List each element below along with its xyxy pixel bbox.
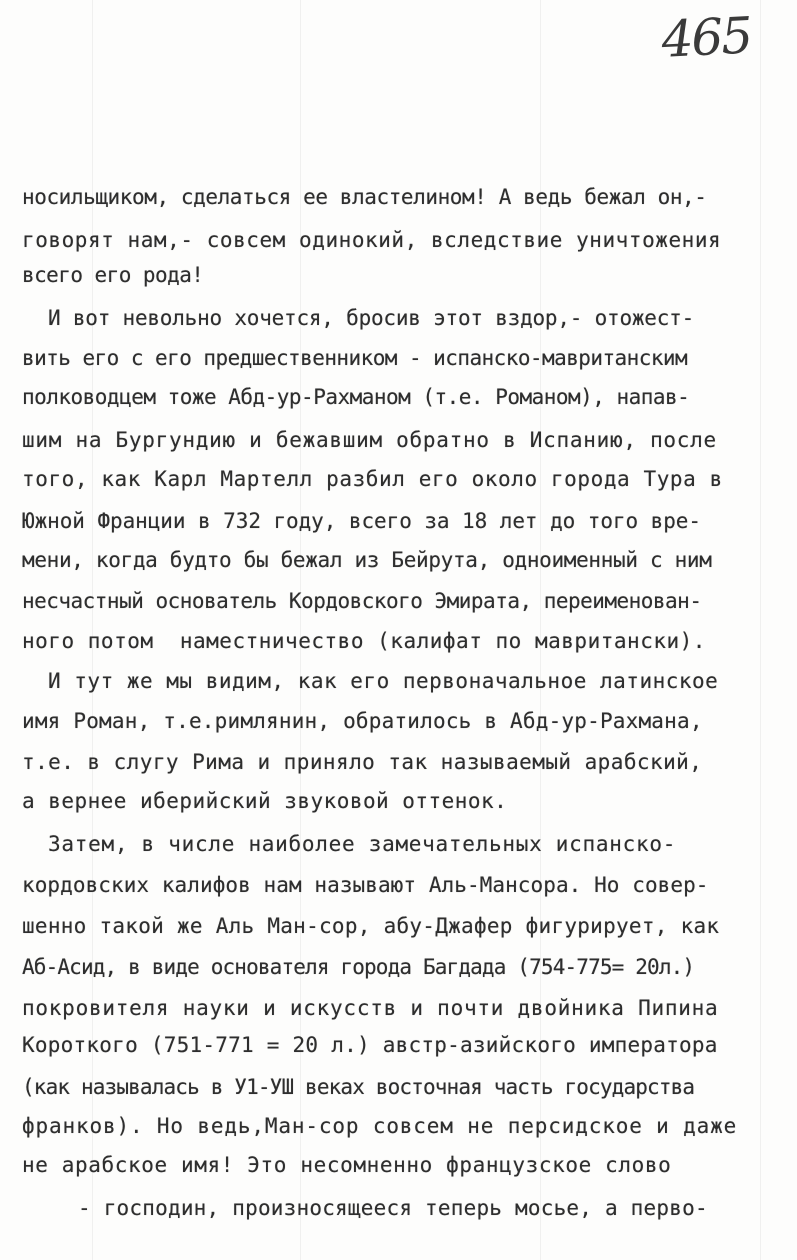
text-line: Затем, в числе наиболее замечательных испанско-	[48, 832, 677, 856]
text-line: говорят нам,- совсем одинокий, вследствие уничтожения	[22, 228, 722, 252]
text-line: полководцем тоже Абд-ур-Рахманом (т.е. Романом), напав-	[22, 385, 690, 409]
text-line: кордовских калифов нам называют Аль-Мансора. Но совер-	[22, 873, 709, 897]
text-line: мени, когда будто бы бежал из Бейрута, одноименный с ним	[22, 548, 712, 572]
text-line: т.е. в слугу Рима и приняло так называемый арабский,	[22, 750, 703, 774]
text-line: покровителя науки и искусств и почти двойника Пипина	[22, 996, 719, 1020]
text-line: вить его с его предшественником - испанско-мавританским	[22, 346, 688, 370]
text-line: И вот невольно хочется, бросив этот вздор,- отожест-	[48, 306, 695, 330]
text-line: (как называлась в У1-УШ веках восточная часть государства	[22, 1075, 695, 1099]
paper-fold-line	[760, 0, 761, 1260]
text-line: франков). Но ведь,Ман-сор совсем не персидское и даже	[22, 1114, 738, 1138]
text-line: а вернее иберийский звуковой оттенок.	[22, 789, 508, 813]
text-line: не арабское имя! Это несомненно французское слово	[22, 1153, 672, 1177]
text-line: носильщиком, сделаться ее властелином! А ведь бежал он,-	[22, 185, 707, 209]
text-line: Южной Франции в 732 году, всего за 18 лет до того вре-	[22, 509, 701, 533]
text-line: Аб-Асид, в виде основателя города Багдада (754-775= 20л.)	[22, 955, 695, 979]
text-line: шенно такой же Аль Ман-сор, абу-Джафер фигурирует, как	[22, 914, 720, 938]
text-line: всего его рода!	[22, 263, 204, 287]
text-line: имя Роман, т.е.римлянин, обратилось в Абд-ур-Рахмана,	[22, 709, 703, 733]
text-line: шим на Бургундию и бежавшим обратно в Испанию, после	[22, 428, 717, 452]
page-number: 465	[660, 6, 753, 69]
text-line: Короткого (751-771 = 20 л.) австр-азийского императора	[22, 1033, 718, 1057]
text-line: И тут же мы видим, как его первоначальное латинское	[48, 669, 719, 693]
text-line: - господин, произносящееся теперь мосье, а перво-	[78, 1196, 708, 1220]
text-line: ного потом наместничество (калифат по мавритански).	[22, 629, 706, 653]
text-line: несчастный основатель Кордовского Эмирата, переименован-	[22, 589, 702, 613]
text-line: того, как Карл Мартелл разбил его около города Тура в	[22, 467, 723, 491]
